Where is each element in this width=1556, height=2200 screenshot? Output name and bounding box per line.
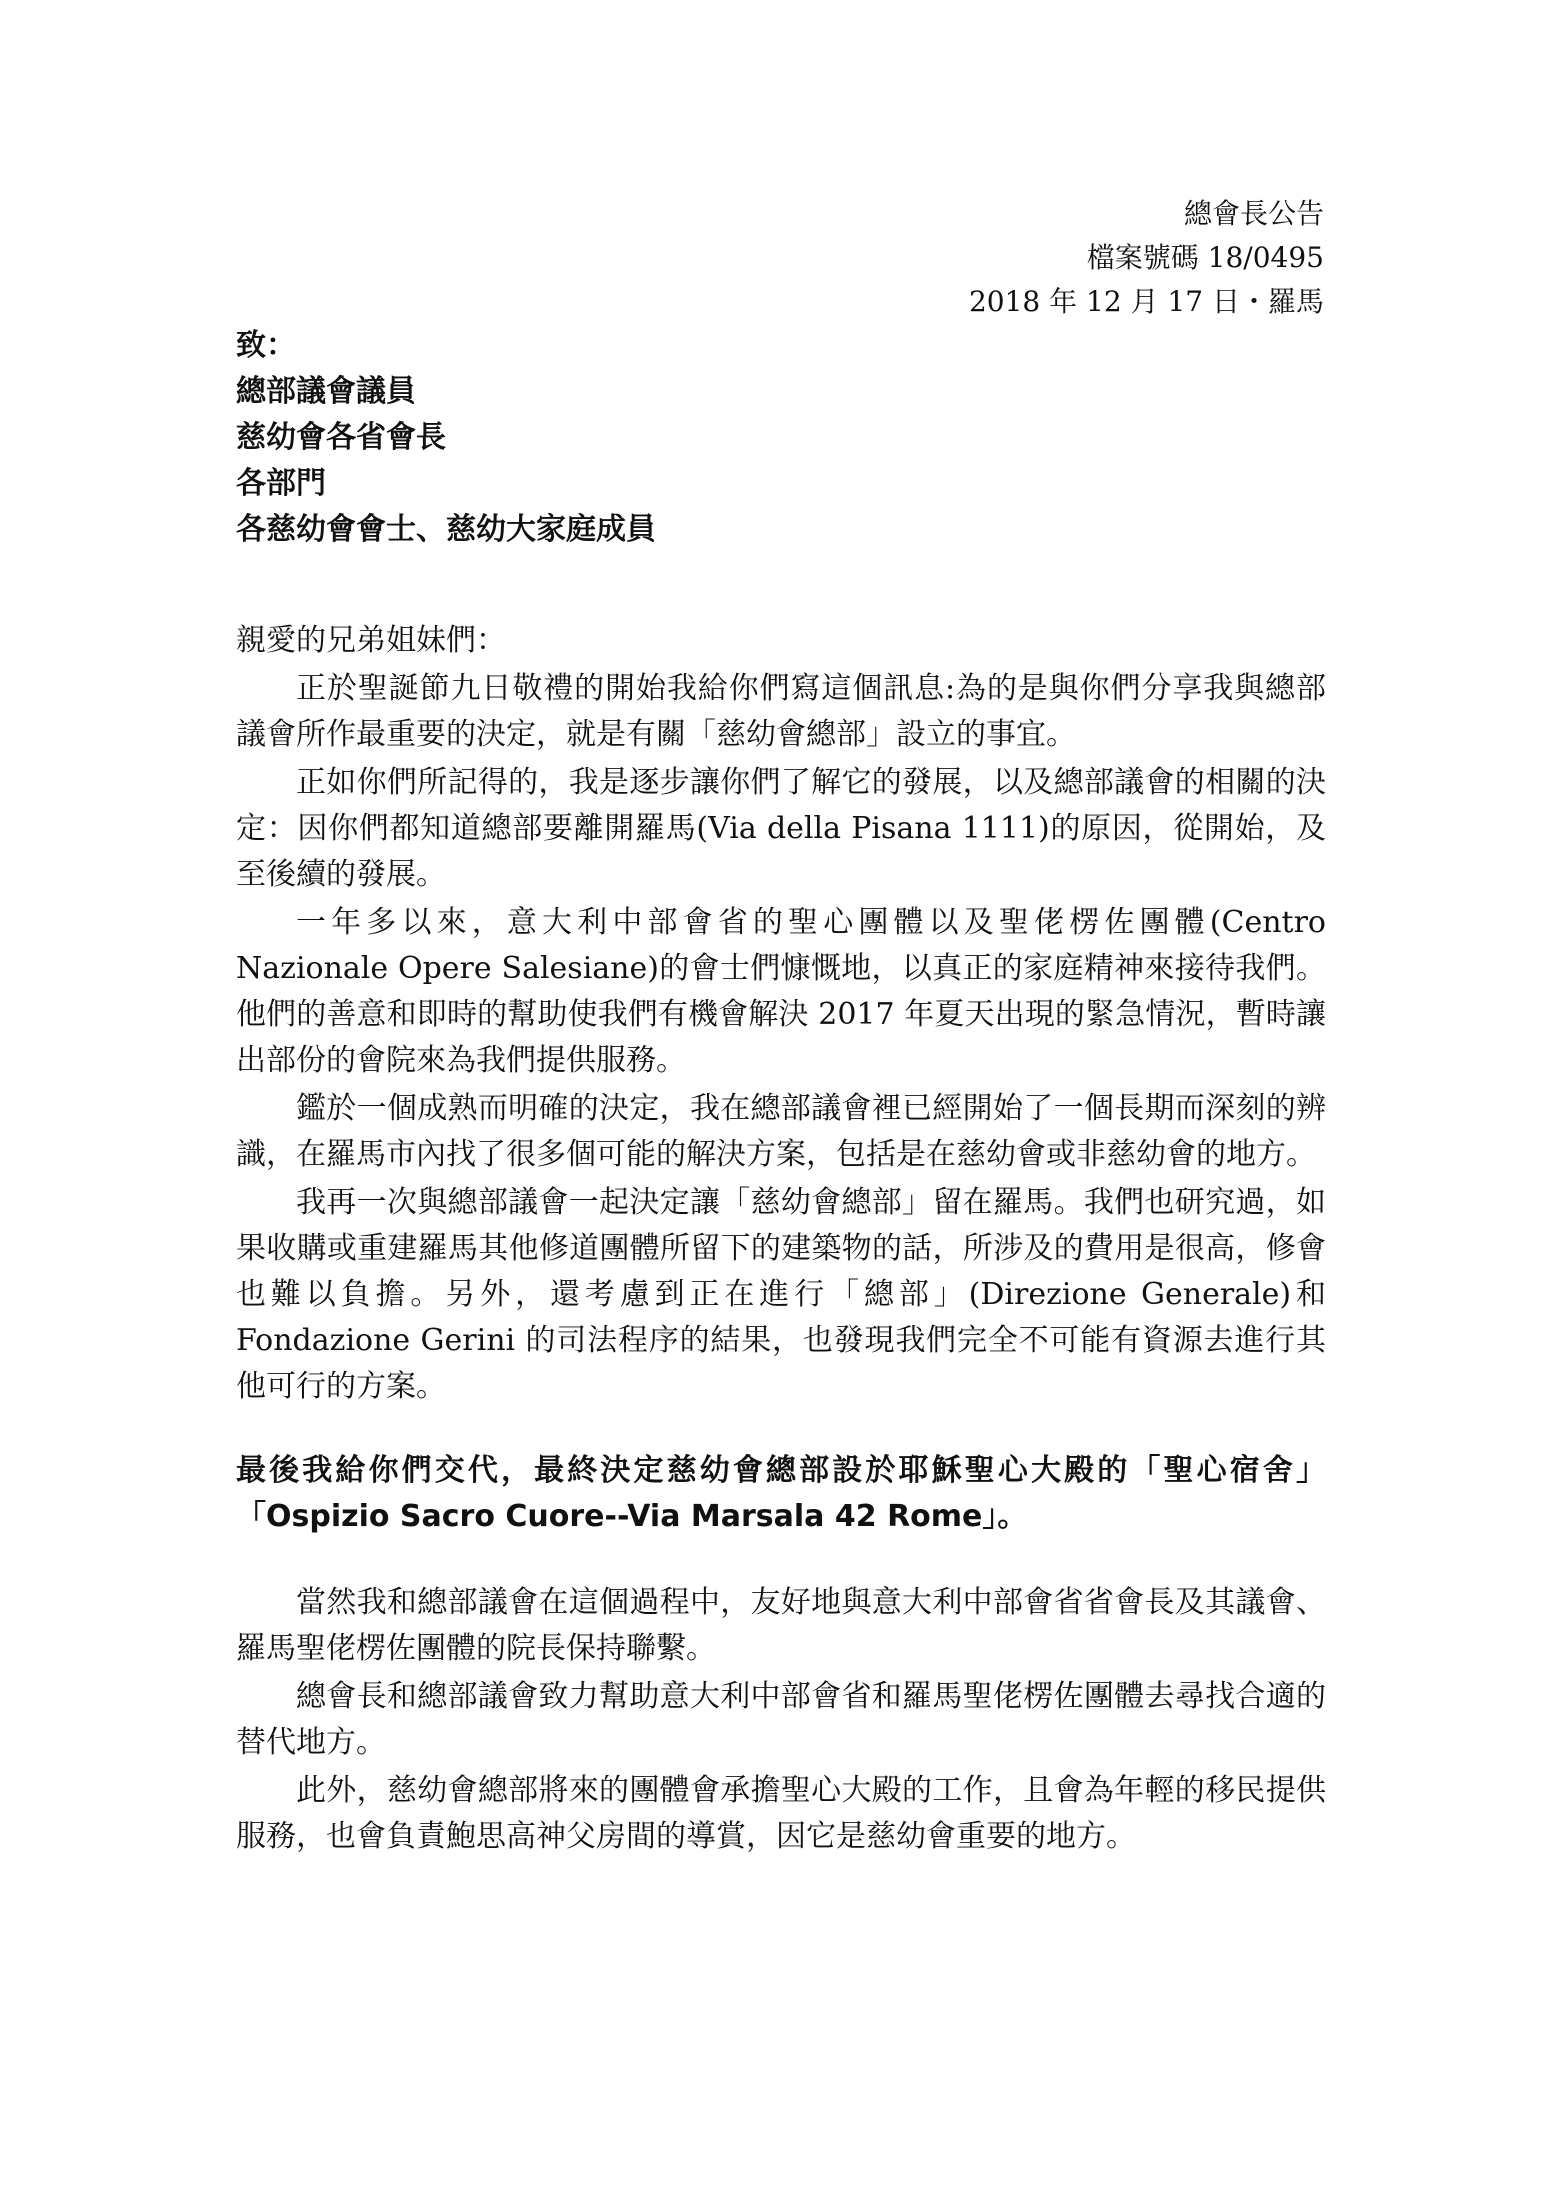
body-paragraph: 鑑於一個成熟而明確的決定，我在總部議會裡已經開始了一個長期而深刻的辨識，在羅馬市內找了很多個可能的解決方案，包括是在慈幼會或非慈幼會的地方。: [236, 1091, 1326, 1172]
file-number: 檔案號碼 18/0495: [1086, 241, 1324, 274]
date-place: 2018 年 12 月 17 日・羅馬: [968, 285, 1324, 318]
recipient-line: 各慈幼會會士、慈幼大家庭成員: [236, 512, 656, 547]
salutation: 親愛的兄弟姐妹們：: [236, 623, 506, 658]
recipients-block: [236, 323, 656, 553]
closing-paragraph: 當然我和總部議會在這個過程中，友好地與意大利中部會省省會長及其議會、羅馬聖佬楞佐團體的院長保持聯繫。: [236, 1585, 1326, 1666]
to-label: 致：: [236, 328, 296, 363]
body-paragraph: 正於聖誕節九日敬禮的開始我給你們寫這個訊息:為的是與你們分享我與總部議會所作最重要的決定，就是有關「慈幼會總部」設立的事宜。: [236, 671, 1326, 752]
letter-body: [236, 618, 1326, 1862]
recipient-line: 各部門: [236, 466, 326, 501]
recipient-line: 總部議會議員: [236, 374, 416, 409]
header-title: 總會長公告: [1183, 197, 1324, 230]
body-paragraph: 我再一次與總部議會一起決定讓「慈幼會總部」留在羅馬。我們也研究過，如果收購或重建羅馬其他修道團體所留下的建築物的話，所涉及的費用是很高，修會也難以負擔。另外，還考慮到正在進行「總部」(Direzione Generale)和 Fondazione Gerini 的司法程序的結果，也發現我們完全不可能有資源去進行其他可行的方案。: [236, 1185, 1326, 1404]
highlight-paragraph: 最後我給你們交代，最終決定慈幼會總部設於耶穌聖心大殿的「聖心宿舍」「Ospizio Sacro Cuore--Via Marsala 42 Rome」。: [236, 1453, 1326, 1534]
letter-header: [969, 192, 1324, 324]
closing-paragraph: 總會長和總部議會致力幫助意大利中部會省和羅馬聖佬楞佐團體去尋找合適的替代地方。: [236, 1679, 1326, 1760]
body-paragraph: 正如你們所記得的，我是逐步讓你們了解它的發展，以及總部議會的相關的決定：因你們都知道總部要離開羅馬(Via della Pisana 1111)的原因，從開始，及至後續的發展。: [236, 765, 1326, 892]
body-paragraph: 一年多以來，意大利中部會省的聖心團體以及聖佬楞佐團體(Centro Nazionale Opere Salesiane)的會士們慷慨地，以真正的家庭精神來接待我們。他們的善意和即時的幫助使我們有機會解決 2017 年夏天出現的緊急情況，暫時讓出部份的會院來為我們提供服務。: [236, 905, 1326, 1078]
closing-paragraph: 此外，慈幼會總部將來的團體會承擔聖心大殿的工作，且會為年輕的移民提供服務，也會負責鮑思高神父房間的導賞，因它是慈幼會重要的地方。: [236, 1773, 1326, 1854]
recipient-line: 慈幼會各省會長: [236, 420, 446, 455]
